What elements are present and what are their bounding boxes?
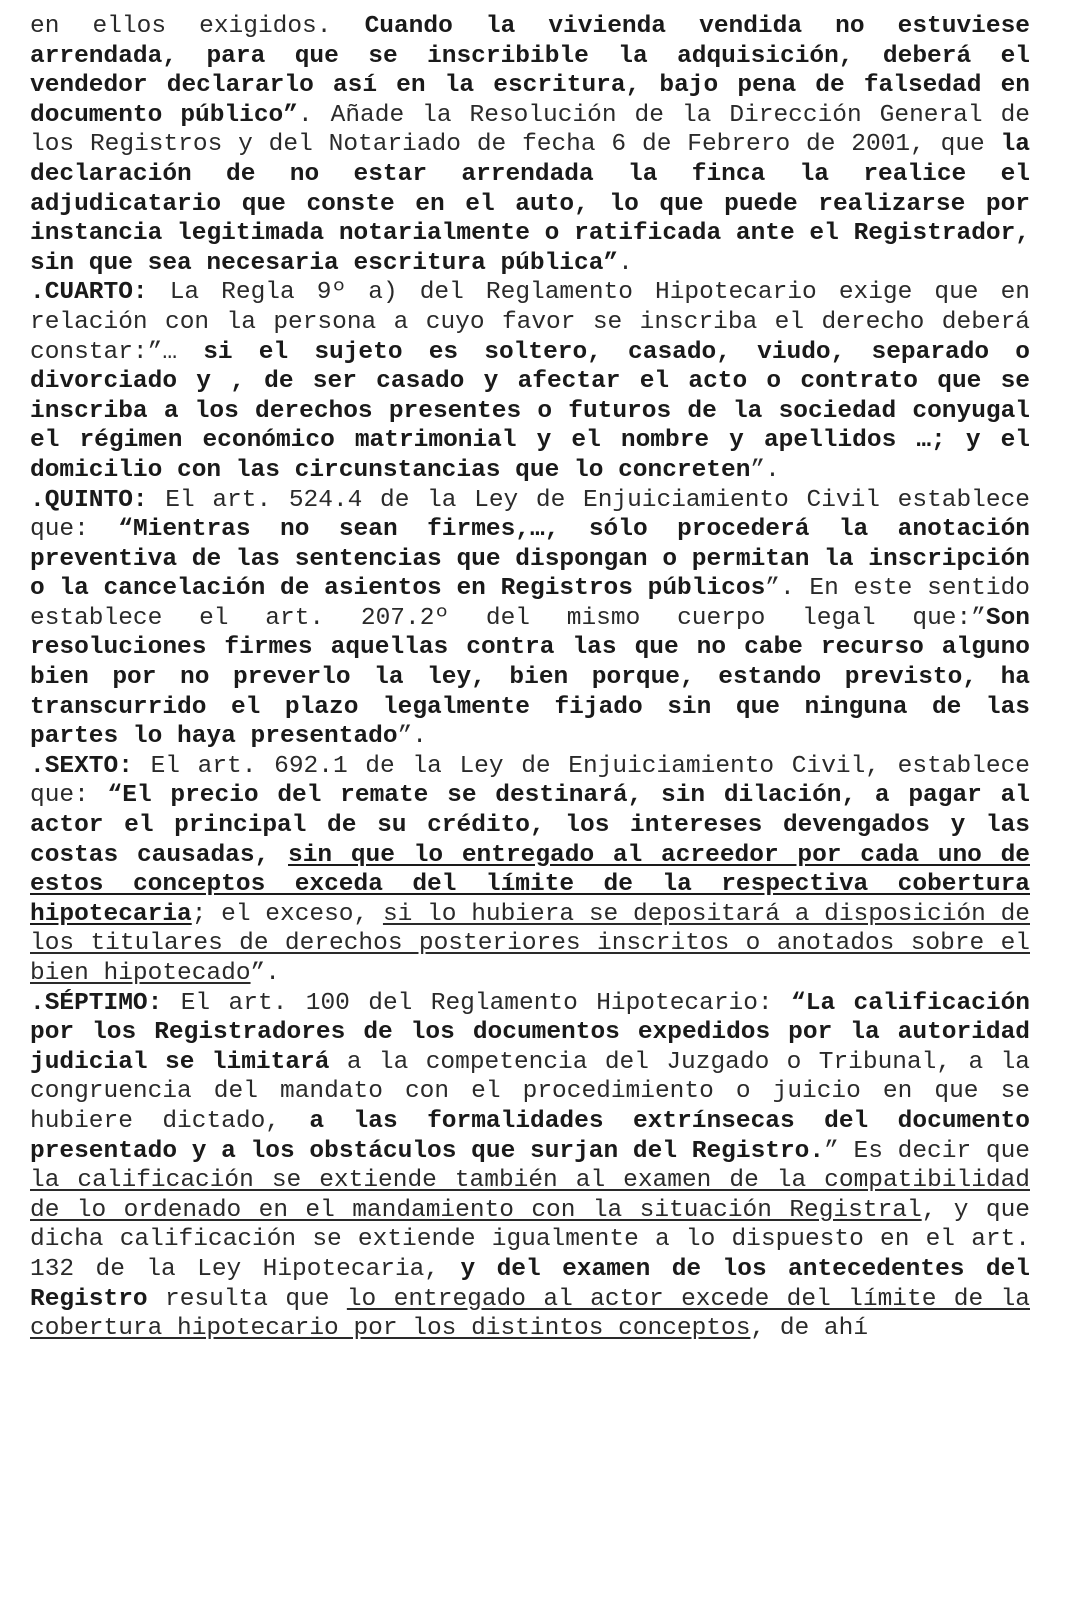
quinto-text-3: ”. (397, 723, 427, 751)
paragraph-sexto (30, 752, 1030, 989)
septimo-text-4: , y que dicha calificación se extiende igualmente a lo dispuesto en el art. 132 de la Ley Hipotecaria, (30, 1196, 1030, 1283)
quinto-text-2: ”. En este sentido establece el art. 207.2º del mismo cuerpo legal que:” (30, 575, 1030, 632)
quinto-text-1: El art. 524.4 de la Ley de Enjuiciamiento Civil establece que: (30, 486, 1030, 544)
paragraph-intro (30, 12, 1030, 278)
section-heading-cuarto: .CUARTO: (30, 279, 148, 307)
sexto-text-underlined: si lo hubiera se depositará a disposición de los titulares de derechos posteriores inscritos o anotados sobre el bien hipotecado (30, 900, 1030, 987)
septimo-text-underlined-2: lo entregado al actor excede del límite de la cobertura hipotecario por los distintos conceptos (30, 1285, 1030, 1343)
paragraph-septimo (30, 989, 1030, 1344)
sexto-quote-1: “El precio del remate se destinará, sin dilación, a pagar al actor el principal de su crédito, los intereses devengados y las costas causadas, (30, 782, 1030, 869)
paragraph-cuarto (30, 278, 1030, 485)
document-page (30, 12, 1030, 1592)
section-heading-quinto: .QUINTO: (30, 486, 148, 514)
quinto-quote-1: “Mientras no sean firmes,…, sólo procederá la anotación preventiva de las sentencias que dispongan o permitan la inscripción o la cancelación de asientos en Registros públicos (30, 516, 1030, 603)
section-heading-sexto: .SEXTO: (30, 752, 133, 780)
intro-text-3: . Añade la Resolución de la Dirección General de los Registros y del Notariado de fecha 6 de Febrero de 2001, que (30, 101, 1030, 159)
intro-text-5: . (618, 249, 633, 277)
intro-text-4: la declaración de no estar arrendada la finca la realice el adjudicatario que conste en el auto, lo que puede realizarse por instancia legitimada notarialmente o ratificada ante el Registrador, sin que sea necesaria escritura pública” (30, 131, 1030, 277)
septimo-text-6: , de ahí (750, 1315, 869, 1343)
quinto-quote-2: Son resoluciones firmes aquellas contra las que no cabe recurso alguno bien por no preverlo la ley, bien porque, estando previsto, ha transcurrido el plazo legalmente fijado sin que ninguna de las partes lo haya presentado (30, 604, 1030, 751)
cuarto-quote: si el sujeto es soltero, casado, viudo, separado o divorciado y , de ser casado y afectar el acto o contrato que se inscriba a los derechos presentes o futuros de la sociedad conyugal el régimen económico matrimonial y el nombre y apellidos …; y el domicilio con las circunstancias que lo concreten (30, 338, 1030, 484)
sexto-quote-underlined: sin que lo entregado al acreedor por cada uno de estos conceptos exceda del límite de la respectiva cobertura hipotecaria (30, 841, 1030, 928)
intro-text-1: en ellos exigidos. (30, 13, 365, 40)
sexto-text-2: ; el exceso, (191, 900, 383, 928)
intro-text-2: Cuando la vivienda vendida no estuviese arrendada, para que se inscribible la adquisición, deberá el vendedor declararlo así en la escritura, bajo pena de falsedad en documento público” (30, 13, 1030, 129)
septimo-text-3: ” Es decir que (824, 1137, 1030, 1165)
septimo-quote-1: “La calificación por los Registradores de los documentos expedidos por la autoridad judicial se limitará (30, 989, 1030, 1076)
septimo-quote-2: a las formalidades extrínsecas del documento presentado y a los obstáculos que surjan del Registro. (30, 1107, 1030, 1165)
sexto-text-1: El art. 692.1 de la Ley de Enjuiciamiento Civil, establece que: (30, 752, 1030, 810)
septimo-text-bold: y del examen de los antecedentes del Registro (30, 1255, 1030, 1313)
sexto-text-3: ”. (250, 960, 280, 987)
septimo-text-underlined-1: la calificación se extiende también al examen de la compatibilidad de lo ordenado en el mandamiento con la situación Registral (30, 1167, 1030, 1224)
septimo-text-5: resulta que (147, 1285, 347, 1313)
section-heading-septimo: .SÉPTIMO: (30, 989, 163, 1017)
cuarto-text-2: ”. (750, 456, 780, 484)
cuarto-text-1: La Regla 9º a) del Reglamento Hipotecario exige que en relación con la persona a cuyo favor se inscriba el derecho deberá constar:”… (30, 279, 1030, 366)
septimo-text-1: El art. 100 del Reglamento Hipotecario: (162, 989, 792, 1017)
paragraph-quinto (30, 486, 1030, 752)
septimo-text-2: a la competencia del Juzgado o Tribunal, a la congruencia del mandato con el procedimiento o juicio en que se hubiere dictado, (30, 1048, 1030, 1135)
